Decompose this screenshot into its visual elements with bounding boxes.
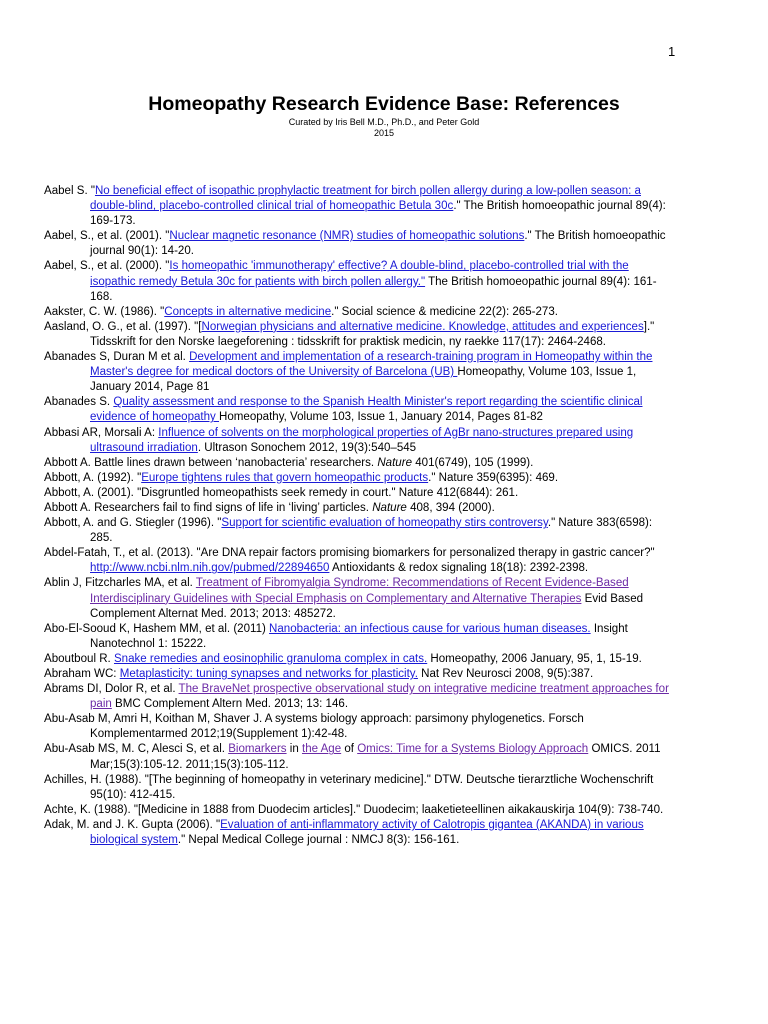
- ref-text: Abraham WC:: [44, 668, 120, 680]
- reference-entry: [44, 486, 672, 501]
- ref-text: Abbott A. Researchers fail to find signs of life in ‘living’ particles.: [44, 501, 373, 514]
- ref-text: Homeopathy, Volume 103, Issue 1, January 2014, Page 81: [90, 366, 637, 394]
- ref-text: ." Social science & medicine 22(2): 265-273.: [331, 305, 558, 318]
- ref-text: . Ultrason Sonochem 2012, 19(3):540–545: [197, 441, 417, 454]
- ref-text: ." The British homoeopathic journal 89(4): 169-173.: [90, 200, 666, 228]
- ref-text: Abbasi AR, Morsali A:: [44, 426, 159, 439]
- year-line: 2015: [373, 128, 395, 138]
- ref-text: Abbott A. Battle lines drawn between ‘nanobacteria’ researchers.: [44, 456, 378, 469]
- ref-link[interactable]: Snake remedies and eosinophilic granuloma complex in cats.: [113, 652, 428, 665]
- ref-text: Abu-Asab MS, M. C, Alesci S, et al.: [44, 743, 229, 756]
- reference-entry: [44, 184, 672, 229]
- ref-text: ." Nature 383(6598): 285.: [90, 517, 653, 545]
- ref-link[interactable]: No beneficial effect of isopathic prophylactic treatment for birch pollen allergy during a low-pollen season: a double-blind, placebo-controlled clinical trial of homeopathic Betula 30c: [90, 185, 641, 213]
- reference-entry: [44, 682, 672, 712]
- ref-text: Achilles, H. (1988). "[The beginning of homeopathy in veterinary medicine]." DTW. Deutsche tierarztliche Wochenschrift 95(10): 412-415.: [44, 773, 654, 801]
- reference-entry: [44, 320, 672, 350]
- reference-entry: [44, 259, 672, 304]
- reference-list: [44, 184, 672, 848]
- ref-text: Abanades S.: [44, 396, 114, 409]
- ref-link[interactable]: Influence of solvents on the morphological properties of AgBr nano-structures prepared using ultrasound irradiation: [90, 426, 634, 454]
- ref-link[interactable]: Evaluation of anti-inflammatory activity of Calotropis gigantea (AKANDA) in various biological system: [90, 818, 644, 847]
- ref-text: Aabel, S., et al. (2001). ": [44, 230, 170, 243]
- ref-link[interactable]: Metaplasticity: tuning synapses and networks for plasticity.: [119, 668, 418, 680]
- ref-text: Homeopathy, Volume 103, Issue 1, January 2014, Pages 81-82: [219, 411, 543, 424]
- ref-link[interactable]: Is homeopathic 'immunotherapy' effective? A double-blind, placebo-controlled trial with the isopathic remedy Betula 30c for patients with birch pollen allergy.": [90, 260, 629, 288]
- ref-text: Aboutboul R.: [44, 652, 114, 665]
- reference-entry: [44, 305, 672, 320]
- ref-text: ." The British homoeopathic journal 90(1): 14-20.: [90, 230, 666, 258]
- ref-text: Antioxidants & redox signaling 18(18): 2392-2398.: [329, 562, 589, 575]
- reference-entry: [44, 622, 672, 652]
- ref-text: Abu-Asab M, Amri H, Koithan M, Shaver J. A systems biology approach: parsimony phylogenetics. Forsch Komplementarmed 2012;19(Supplement 1):42-48.: [44, 713, 584, 741]
- ref-text: in: [286, 743, 302, 756]
- ref-text: The British homoeopathic journal 89(4): 161-168.: [90, 275, 657, 303]
- journal-name: Nature: [372, 501, 407, 514]
- reference-entry: [44, 229, 672, 259]
- page-number: 1: [668, 44, 676, 59]
- ref-text: Abbott, A. (1992). ": [44, 471, 142, 484]
- ref-text: ." Nature 359(6395): 469.: [428, 471, 559, 484]
- curator-line: Curated by Iris Bell M.D., Ph.D., and Peter Gold: [288, 117, 480, 127]
- reference-entry: [44, 667, 672, 682]
- reference-entry: [44, 742, 672, 772]
- ref-text: Abanades S, Duran M et al.: [44, 351, 190, 364]
- ref-text: Achte, K. (1988). "[Medicine in 1888 from Duodecim articles]." Duodecim; laaketieteellinen aikakauskirja 104(9): 738-740.: [44, 803, 664, 816]
- reference-entry: [44, 652, 672, 667]
- ref-text: Nat Rev Neurosci 2008, 9(5):387.: [417, 668, 594, 680]
- ref-text: Abbott, A. (2001). "Disgruntled homeopathists seek remedy in court." Nature 412(6844): 261.: [44, 486, 519, 499]
- reference-entry: [44, 712, 672, 742]
- reference-entry: [44, 516, 672, 546]
- ref-text: Insight Nanotechnol 1: 15222.: [90, 622, 628, 650]
- ref-visited-link[interactable]: Biomarkers: [228, 743, 287, 756]
- ref-link[interactable]: Norwegian physicians and alternative medicine. Knowledge, attitudes and experiences: [201, 320, 644, 333]
- ref-visited-link[interactable]: The BraveNet prospective observational study on integrative medicine treatment approaches for pain: [90, 683, 669, 711]
- ref-text: Abrams DI, Dolor R, et al.: [44, 683, 179, 696]
- reference-entry: [44, 395, 672, 425]
- ref-link[interactable]: Europe tightens rules that govern homeopathic products: [141, 471, 429, 484]
- ref-text: BMC Complement Altern Med. 2013; 13: 146.: [111, 698, 349, 711]
- reference-entry: [44, 576, 672, 621]
- ref-visited-link[interactable]: Omics: Time for a Systems Biology Approach: [357, 743, 589, 756]
- ref-text: Ablin J, Fitzcharles MA, et al.: [44, 577, 196, 590]
- ref-visited-link[interactable]: the Age: [301, 743, 342, 756]
- ref-text: Homeopathy, 2006 January, 95, 1, 15-19.: [427, 652, 642, 665]
- ref-text: ]." Tidsskrift for den Norske laegeforening : tidsskrift for praktisk medicin, ny raekke 117(17): 2464-2468.: [90, 320, 655, 348]
- reference-entry: [44, 818, 672, 848]
- ref-text: OMICS. 2011 Mar;15(3):105-12. 2011;15(3):105-112.: [90, 743, 661, 771]
- reference-entry: [44, 501, 672, 516]
- reference-entry: [44, 773, 672, 803]
- pubmed-url-link[interactable]: http://www.ncbi.nlm.nih.gov/pubmed/22894650: [90, 562, 330, 575]
- reference-entry: [44, 471, 672, 486]
- ref-text: 401(6749), 105 (1999).: [412, 456, 534, 469]
- journal-name: Nature: [377, 456, 413, 469]
- ref-link[interactable]: Support for scientific evaluation of homeopathy stirs controversy: [221, 517, 548, 530]
- ref-text: Aakster, C. W. (1986). ": [44, 305, 165, 318]
- ref-text: ." Nepal Medical College journal : NMCJ 8(3): 156-161.: [177, 834, 460, 847]
- ref-text: Aabel, S., et al. (2000). ": [44, 260, 170, 273]
- ref-text: Adak, M. and J. K. Gupta (2006). ": [44, 818, 221, 831]
- ref-link[interactable]: Nuclear magnetic resonance (NMR) studies of homeopathic solutions: [169, 230, 525, 243]
- ref-text: Aasland, O. G., et al. (1997). "[: [44, 320, 202, 333]
- page-title: Homeopathy Research Evidence Base: References: [148, 93, 620, 115]
- ref-text: Abo-El-Sooud K, Hashem MM, et al. (2011): [44, 622, 270, 635]
- ref-link[interactable]: Development and implementation of a research-training program in Homeopathy within the Master's degree for medical doctors of the University of Barcelona (UB): [90, 351, 653, 379]
- ref-visited-link[interactable]: Treatment of Fibromyalgia Syndrome: Recommendations of Recent Evidence-Based Interdisciplinary Guidelines with Special Emphasis on Complementary and Alternative Therapies: [90, 577, 629, 605]
- ref-text: Abbott, A. and G. Stiegler (1996). ": [44, 517, 222, 530]
- ref-text: 408, 394 (2000).: [406, 501, 495, 514]
- reference-entry: [44, 350, 672, 395]
- ref-text: Abdel-Fatah, T., et al. (2013). "Are DNA repair factors promising biomarkers for personalized therapy in gastric cancer?": [44, 547, 655, 560]
- ref-link[interactable]: Quality assessment and response to the Spanish Health Minister's report regarding the scientific clinical evidence of homeopathy: [90, 396, 643, 424]
- ref-text: Aabel S. ": [44, 185, 95, 197]
- reference-entry: [44, 546, 672, 576]
- ref-text: of: [341, 743, 358, 756]
- ref-text: Evid Based Complement Alternat Med. 2013; 2013: 485272.: [90, 592, 644, 620]
- reference-entry: [44, 456, 672, 471]
- reference-entry: [44, 426, 672, 456]
- reference-entry: [44, 803, 672, 818]
- ref-link[interactable]: Nanobacteria: an infectious cause for various human diseases.: [269, 622, 591, 635]
- ref-link[interactable]: Concepts in alternative medicine: [164, 305, 332, 318]
